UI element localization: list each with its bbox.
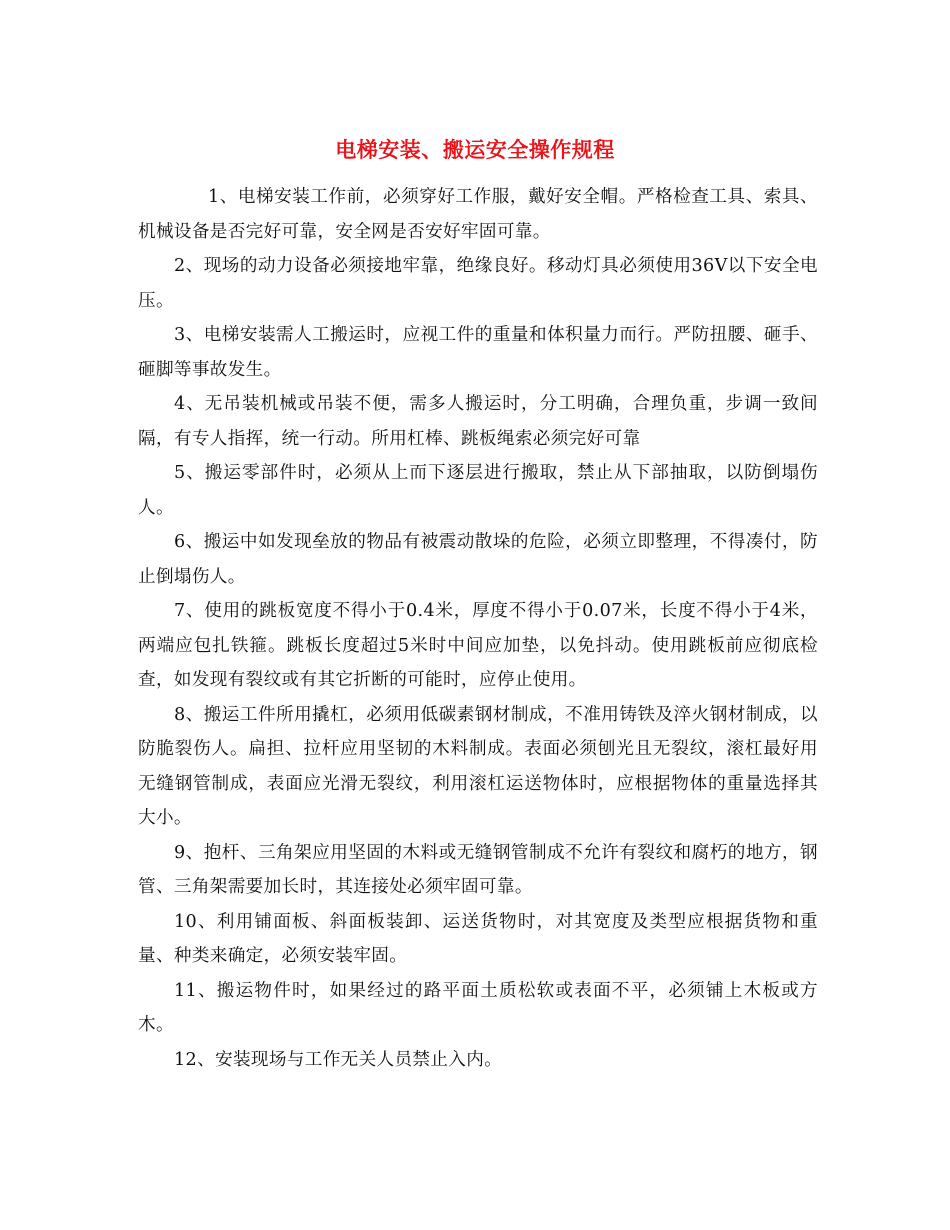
paragraph-4: 4、无吊装机械或吊装不便，需多人搬运时，分工明确，合理负重，步调一致间隔，有专人指挥，统一行动。所用杠棒、跳板绳索必须完好可靠	[138, 394, 818, 449]
paragraph-7: 7、使用的跳板宽度不得小于0.4米，厚度不得小于0.07米，长度不得小于4米，两端应包扎铁箍。跳板长度超过5米时中间应加垫，以免抖动。使用跳板前应彻底检查，如发现有裂纹或有其它折断的可能时，应停止使用。	[138, 601, 818, 690]
paragraph-8: 8、搬运工件所用撬杠，必须用低碳素钢材制成，不准用铸铁及淬火钢材制成，以防脆裂伤人。扁担、拉杆应用坚韧的木料制成。表面必须刨光且无裂纹，滚杠最好用无缝钢管制成，表面应光滑无裂纹，利用滚杠运送物体时，应根据物体的重量选择其大小。	[138, 704, 818, 828]
paragraph-3: 3、电梯安装需人工搬运时，应视工件的重量和体积量力而行。严防扭腰、砸手、砸脚等事故发生。	[138, 325, 818, 380]
paragraph-6: 6、搬运中如发现垒放的物品有被震动散垛的危险，必须立即整理，不得凑付，防止倒塌伤人。	[138, 532, 818, 587]
paragraph-10: 10、利用铺面板、斜面板装卸、运送货物时，对其宽度及类型应根据货物和重量、种类来确定，必须安装牢固。	[138, 911, 818, 966]
paragraph-2: 2、现场的动力设备必须接地牢靠，绝缘良好。移动灯具必须使用36V以下安全电压。	[138, 256, 818, 311]
document-title: 电梯安装、搬运安全操作规程	[335, 138, 615, 163]
paragraph-5: 5、搬运零部件时，必须从上而下逐层进行搬取，禁止从下部抽取，以防倒塌伤人。	[138, 463, 818, 518]
paragraph-1: 1、电梯安装工作前，必须穿好工作服，戴好安全帽。严格检查工具、索具、机械设备是否完好可靠，安全网是否安好牢固可靠。	[138, 187, 818, 242]
paragraph-11: 11、搬运物件时，如果经过的路平面土质松软或表面不平，必须铺上木板或方木。	[138, 980, 818, 1035]
paragraph-12: 12、安装现场与工作无关人员禁止入内。	[174, 1049, 503, 1070]
paragraph-9: 9、抱杆、三角架应用坚固的木料或无缝钢管制成不允许有裂纹和腐朽的地方，钢管、三角架需要加长时，其连接处必须牢固可靠。	[138, 842, 818, 897]
document-body	[138, 180, 818, 1077]
